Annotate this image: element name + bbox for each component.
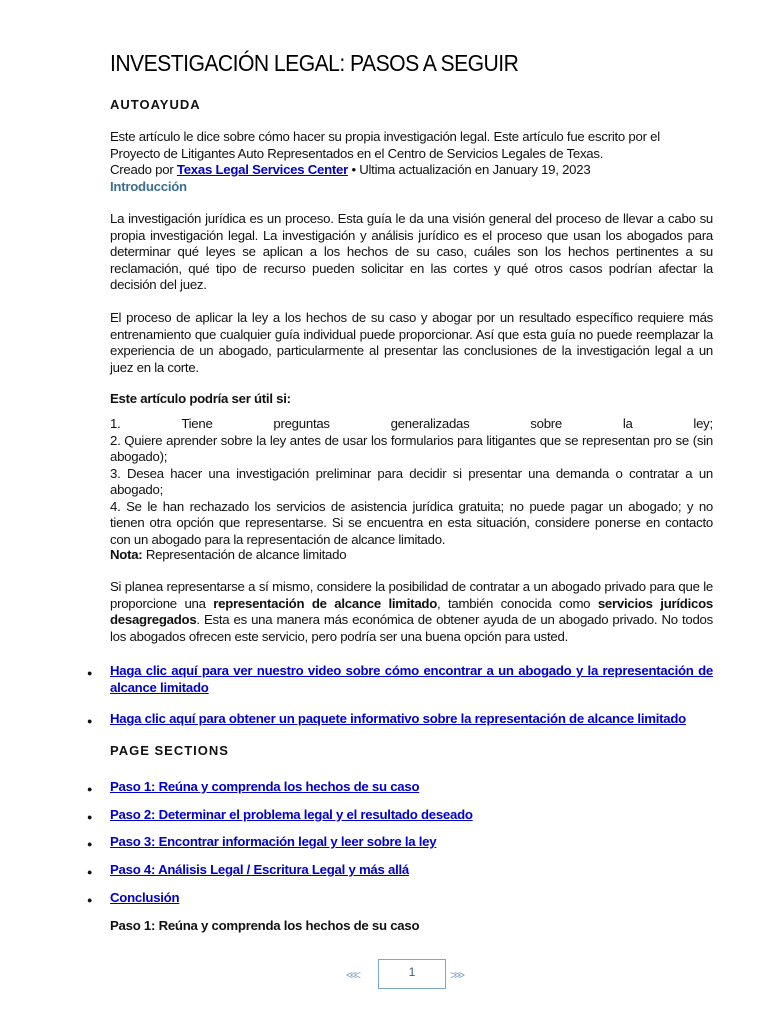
page-footer-left-chevrons-icon: <<< [346, 968, 359, 982]
util-item-1-word: preguntas [273, 416, 330, 431]
paragraph-1: La investigación jurídica es un proceso. Esta guía le da una visión general del proceso de llevar a cabo su propia investigación legal. La investigación y análisis jurídico es el proceso que usan los abogados para determinar qué leyes se aplican a los hechos de su caso, cuáles son los hechos pertinentes a su reclamación, qué tipo de recurso pueden solicitar en las cortes y qué otros casos podrían afectar la decisión del juez. [110, 211, 713, 292]
paragraph-3 [110, 579, 713, 645]
video-link-item [110, 663, 713, 696]
creado-prefix: Creado por [110, 162, 177, 177]
util-item-3: 3. Desea hacer una investigación preliminar para decidir si presentar una demanda o contratar a un abogado; [110, 465, 713, 497]
util-item-2: 2. Quiere aprender sobre la ley antes de usar los formularios para litigantes que se representan pro se (sin abogado); [110, 432, 713, 464]
page-footer-right-chevrons-icon: >>> [450, 968, 463, 982]
paquete-link[interactable]: Haga clic aquí para obtener un paquete informativo sobre la representación de alcance limitado [110, 711, 686, 726]
section-item-paso3 [110, 834, 713, 851]
intro-paragraph [110, 129, 713, 195]
page-number: 1 [408, 965, 416, 979]
page-number-box [378, 959, 446, 989]
page-title: INVESTIGACIÓN LEGAL: PASOS A SEGUIR [110, 50, 519, 76]
util-item-1-word: ley; [693, 416, 713, 431]
paragraph-2: El proceso de aplicar la ley a los hechos de su caso y abogar por un resultado específico requiere más entrenamiento que cualquier guía individual puede proporcionar. Así que esta guía no puede reemplazar la experiencia de un abogado, particularmente al presentar las conclusiones de la investigación legal a un juez en la corte. [110, 310, 713, 375]
subtitle-autoayuda: AUTOAYUDA [110, 97, 201, 112]
bullet-icon: ● [87, 867, 93, 877]
bullet-icon: ● [87, 839, 93, 849]
nota-text: Representación de alcance limitado [142, 547, 347, 562]
section-link-conclusion[interactable]: Conclusión [110, 890, 180, 905]
util-heading: Este artículo podría ser útil si: [110, 391, 291, 406]
section-link-paso3[interactable]: Paso 3: Encontrar información legal y leer sobre la ley [110, 834, 437, 849]
tlsc-link[interactable]: Texas Legal Services Center [176, 162, 349, 177]
util-item-1-word: Tiene [181, 416, 213, 431]
introduccion-heading: Introducción [110, 178, 187, 194]
intro-text: Este artículo le dice sobre cómo hacer su propia investigación legal. Este artículo fue escrito por el Proyecto de Litigantes Auto Representados en el Centro de Servicios Legales de Texas. [110, 129, 660, 161]
util-item-1-word: sobre [530, 416, 563, 431]
para3-text: . Esta es una manera más económica de obtener ayuda de un abogado privado. No todos los abogados ofrecen este servicio, pero podría ser una buena opción para usted. [110, 612, 713, 644]
bullet-icon: ● [87, 812, 93, 822]
section-item-paso4 [110, 862, 713, 879]
bullet-icon: ● [87, 668, 93, 678]
section-link-paso1[interactable]: Paso 1: Reúna y comprenda los hechos de su caso [110, 779, 420, 794]
section-item-paso1 [110, 779, 713, 796]
paso1-heading: Paso 1: Reúna y comprenda los hechos de su caso [110, 918, 420, 933]
bullet-icon: ● [87, 784, 93, 794]
util-item-1-word: 1. [110, 416, 121, 431]
util-item-4: 4. Se le han rechazado los servicios de asistencia jurídica gratuita; no puede pagar un abogado; y no tienen otra opción que representarse. Si se encuentra en esta situación, considere ponerse en contacto con un abogado para la representación de alcance limitado. [110, 498, 713, 547]
util-item-1-word: la [622, 416, 633, 431]
para3-bold: representación de alcance limitado [213, 595, 438, 611]
creado-suffix: • Ultima actualización en January 19, 2023 [348, 162, 591, 177]
para3-bold: servicios jurídicos desagregados [110, 595, 714, 627]
bullet-icon: ● [87, 895, 93, 905]
para3-text: Si planea representarse a sí mismo, considere la posibilidad de contratar a un abogado privado para que le proporcione una [110, 579, 713, 611]
para3-text: , también conocida como [437, 595, 598, 611]
bullet-icon: ● [87, 716, 93, 726]
paquete-link-item [110, 711, 713, 728]
section-link-paso4[interactable]: Paso 4: Análisis Legal / Escritura Legal y más allá [110, 862, 410, 877]
section-link-paso2[interactable]: Paso 2: Determinar el problema legal y el resultado deseado [110, 807, 473, 822]
util-item-1 [110, 416, 713, 433]
video-link[interactable]: Haga clic aquí para ver nuestro video sobre cómo encontrar a un abogado y la representación de alcance limitado [110, 663, 713, 695]
section-item-paso2 [110, 807, 713, 824]
section-item-conclusion [110, 890, 713, 907]
util-item-1-word: generalizadas [390, 416, 470, 431]
util-list [110, 416, 713, 548]
nota-line [110, 547, 713, 564]
page-sections-heading: PAGE SECTIONS [110, 743, 229, 758]
nota-label: Nota: [110, 547, 143, 562]
